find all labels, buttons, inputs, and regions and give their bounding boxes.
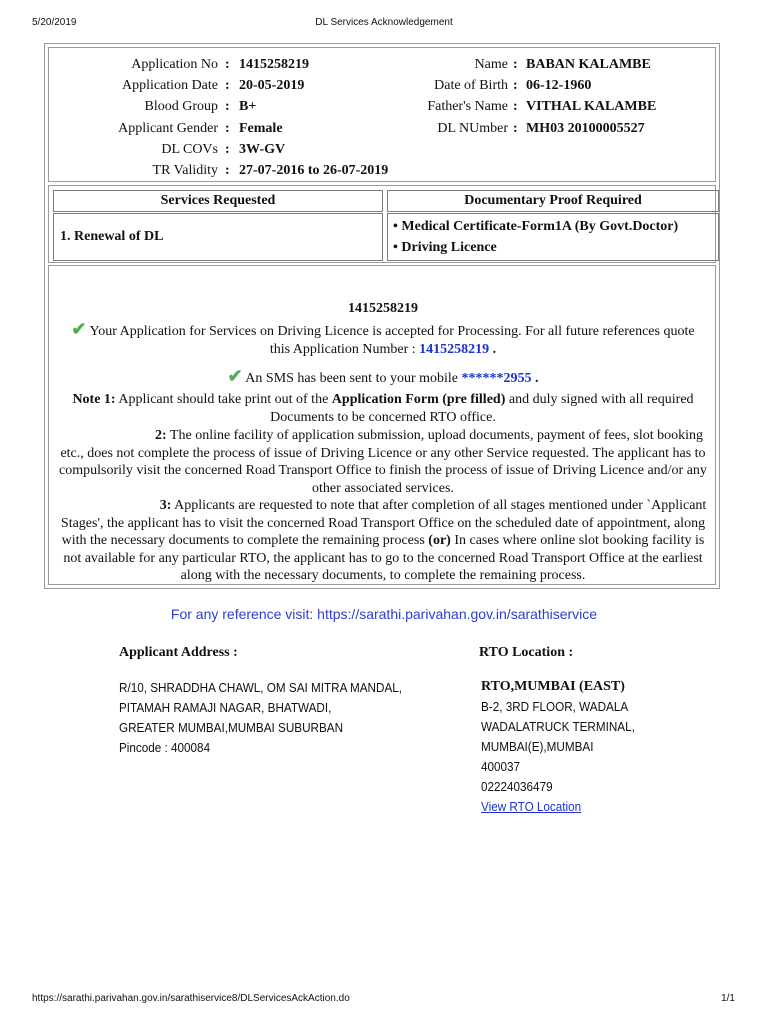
notes-section <box>48 265 716 585</box>
dl-covs-value: 3W-GV <box>239 142 286 157</box>
accepted-number: 1415258219 <box>419 341 490 357</box>
note1-pre: Applicant should take print out of the <box>118 392 329 407</box>
print-title: DL Services Acknowledgement <box>315 17 453 28</box>
rto-address <box>481 697 635 817</box>
colon: : <box>513 78 518 93</box>
colon: : <box>225 78 230 93</box>
applicant-address <box>119 678 402 758</box>
note3-pre: Applicants are requested to note that after completion of all stages mentioned under `Applicant Stages', the applicant has to visit the concerned Road Transport Office on the scheduled date of appointment, along with the necessary documents to complete the remaining process <box>60 498 707 548</box>
tr-validity-value: 27-07-2016 to 26-07-2019 <box>239 163 389 178</box>
dob-label: Date of Birth <box>434 78 508 93</box>
note2-text: The online facility of application submission, upload documents, payment of fees, slot booking etc., does not complete the process of issue of Driving Licence or any other Service requested. The applicant has to compulsorily visit the concerned Road Transport Office to finish the process of issue of Driving Licence and/or any other associated services. <box>59 428 707 496</box>
dl-covs-label: DL COVs <box>161 142 218 157</box>
address-line: GREATER MUMBAI,MUMBAI SUBURBAN <box>119 720 344 735</box>
colon: : <box>225 163 230 178</box>
period: . <box>492 341 497 357</box>
dl-number-value: MH03 20100005527 <box>526 121 645 136</box>
rto-location-heading: RTO Location : <box>479 645 574 660</box>
proof-item: • Medical Certificate-Form1A (By Govt.Doctor) <box>393 219 679 234</box>
dob-value: 06-12-1960 <box>526 78 592 93</box>
note-3 <box>49 497 717 585</box>
proof-item: • Driving Licence <box>393 240 497 255</box>
service-item: 1. Renewal of DL <box>53 213 383 261</box>
address-pincode: Pincode : 400084 <box>119 740 211 755</box>
colon: : <box>513 57 518 72</box>
page-number: 1/1 <box>721 993 735 1004</box>
address-line: PITAMAH RAMAJI NAGAR, BHATWADI, <box>119 700 332 715</box>
check-icon: ✔ <box>71 319 87 339</box>
print-date: 5/20/2019 <box>32 17 77 28</box>
check-icon: ✔ <box>227 366 243 386</box>
note1-label: Note 1: <box>72 392 116 407</box>
proof-list <box>387 213 719 261</box>
note-2 <box>49 427 717 497</box>
application-date-value: 20-05-2019 <box>239 78 305 93</box>
rto-pincode: 400037 <box>481 759 521 774</box>
accepted-text: Your Application for Services on Driving Licence is accepted for Processing. For all future references quote this Application Number : <box>89 324 695 357</box>
accepted-message <box>49 321 717 358</box>
view-rto-location-link[interactable]: View RTO Location <box>481 799 582 814</box>
colon: : <box>225 142 230 157</box>
services-requested-header: Services Requested <box>53 190 383 212</box>
documentary-proof-header: Documentary Proof Required <box>387 190 719 212</box>
sms-message <box>49 368 717 388</box>
rto-address-line: WADALATRUCK TERMINAL, <box>481 719 635 734</box>
blood-group-label: Blood Group <box>144 99 218 114</box>
note1-post: and duly signed with all required Documents to be concerned RTO office. <box>270 392 694 425</box>
note1-bold: Application Form (pre filled) <box>331 392 506 407</box>
period: . <box>535 371 539 386</box>
applicant-details <box>48 47 716 182</box>
gender-value: Female <box>239 121 283 136</box>
applicant-address-heading: Applicant Address : <box>119 645 238 660</box>
colon: : <box>225 57 230 72</box>
services-table <box>48 185 716 263</box>
rto-address-line: MUMBAI(E),MUMBAI <box>481 739 594 754</box>
father-name-label: Father's Name <box>427 99 508 114</box>
colon: : <box>513 121 518 136</box>
colon: : <box>513 99 518 114</box>
note3-label: 3: <box>159 498 172 513</box>
gender-label: Applicant Gender <box>118 121 218 136</box>
application-date-label: Application Date <box>121 78 218 93</box>
address-line: R/10, SHRADDHA CHAWL, OM SAI MITRA MANDAL, <box>119 680 403 695</box>
colon: : <box>225 121 230 136</box>
note-1 <box>49 391 717 426</box>
application-number-heading: 1415258219 <box>348 301 418 316</box>
note3-or: (or) <box>428 533 451 548</box>
tr-validity-label: TR Validity <box>152 163 218 178</box>
application-no-label: Application No <box>131 57 218 72</box>
name-label: Name <box>474 57 508 72</box>
father-name-value: VITHAL KALAMBE <box>526 99 657 114</box>
rto-address-line: B-2, 3RD FLOOR, WADALA <box>481 699 629 714</box>
acknowledgement-panel <box>44 43 720 589</box>
name-value: BABAN KALAMBE <box>526 57 651 72</box>
rto-name: RTO,MUMBAI (EAST) <box>481 679 625 694</box>
dl-number-label: DL NUmber <box>437 121 508 136</box>
sms-text: An SMS has been sent to your mobile <box>245 371 459 386</box>
colon: : <box>225 99 230 114</box>
reference-text: For any reference visit: https://sarathi.parivahan.gov.in/sarathiservice <box>170 606 598 622</box>
sms-number: ******2955 <box>461 371 532 386</box>
note3-post: In cases where online slot booking facility is not available for any particular RTO, the applicant has to go to the concerned Road Transport Office at the earliest along with the necessary documents, to complete the remaining process. <box>63 533 705 583</box>
note2-label: 2: <box>155 428 167 443</box>
application-no-value: 1415258219 <box>239 57 309 72</box>
print-url: https://sarathi.parivahan.gov.in/sarathiservice8/DLServicesAckAction.do <box>32 993 350 1004</box>
blood-group-value: B+ <box>239 99 257 114</box>
rto-phone: 02224036479 <box>481 779 553 794</box>
